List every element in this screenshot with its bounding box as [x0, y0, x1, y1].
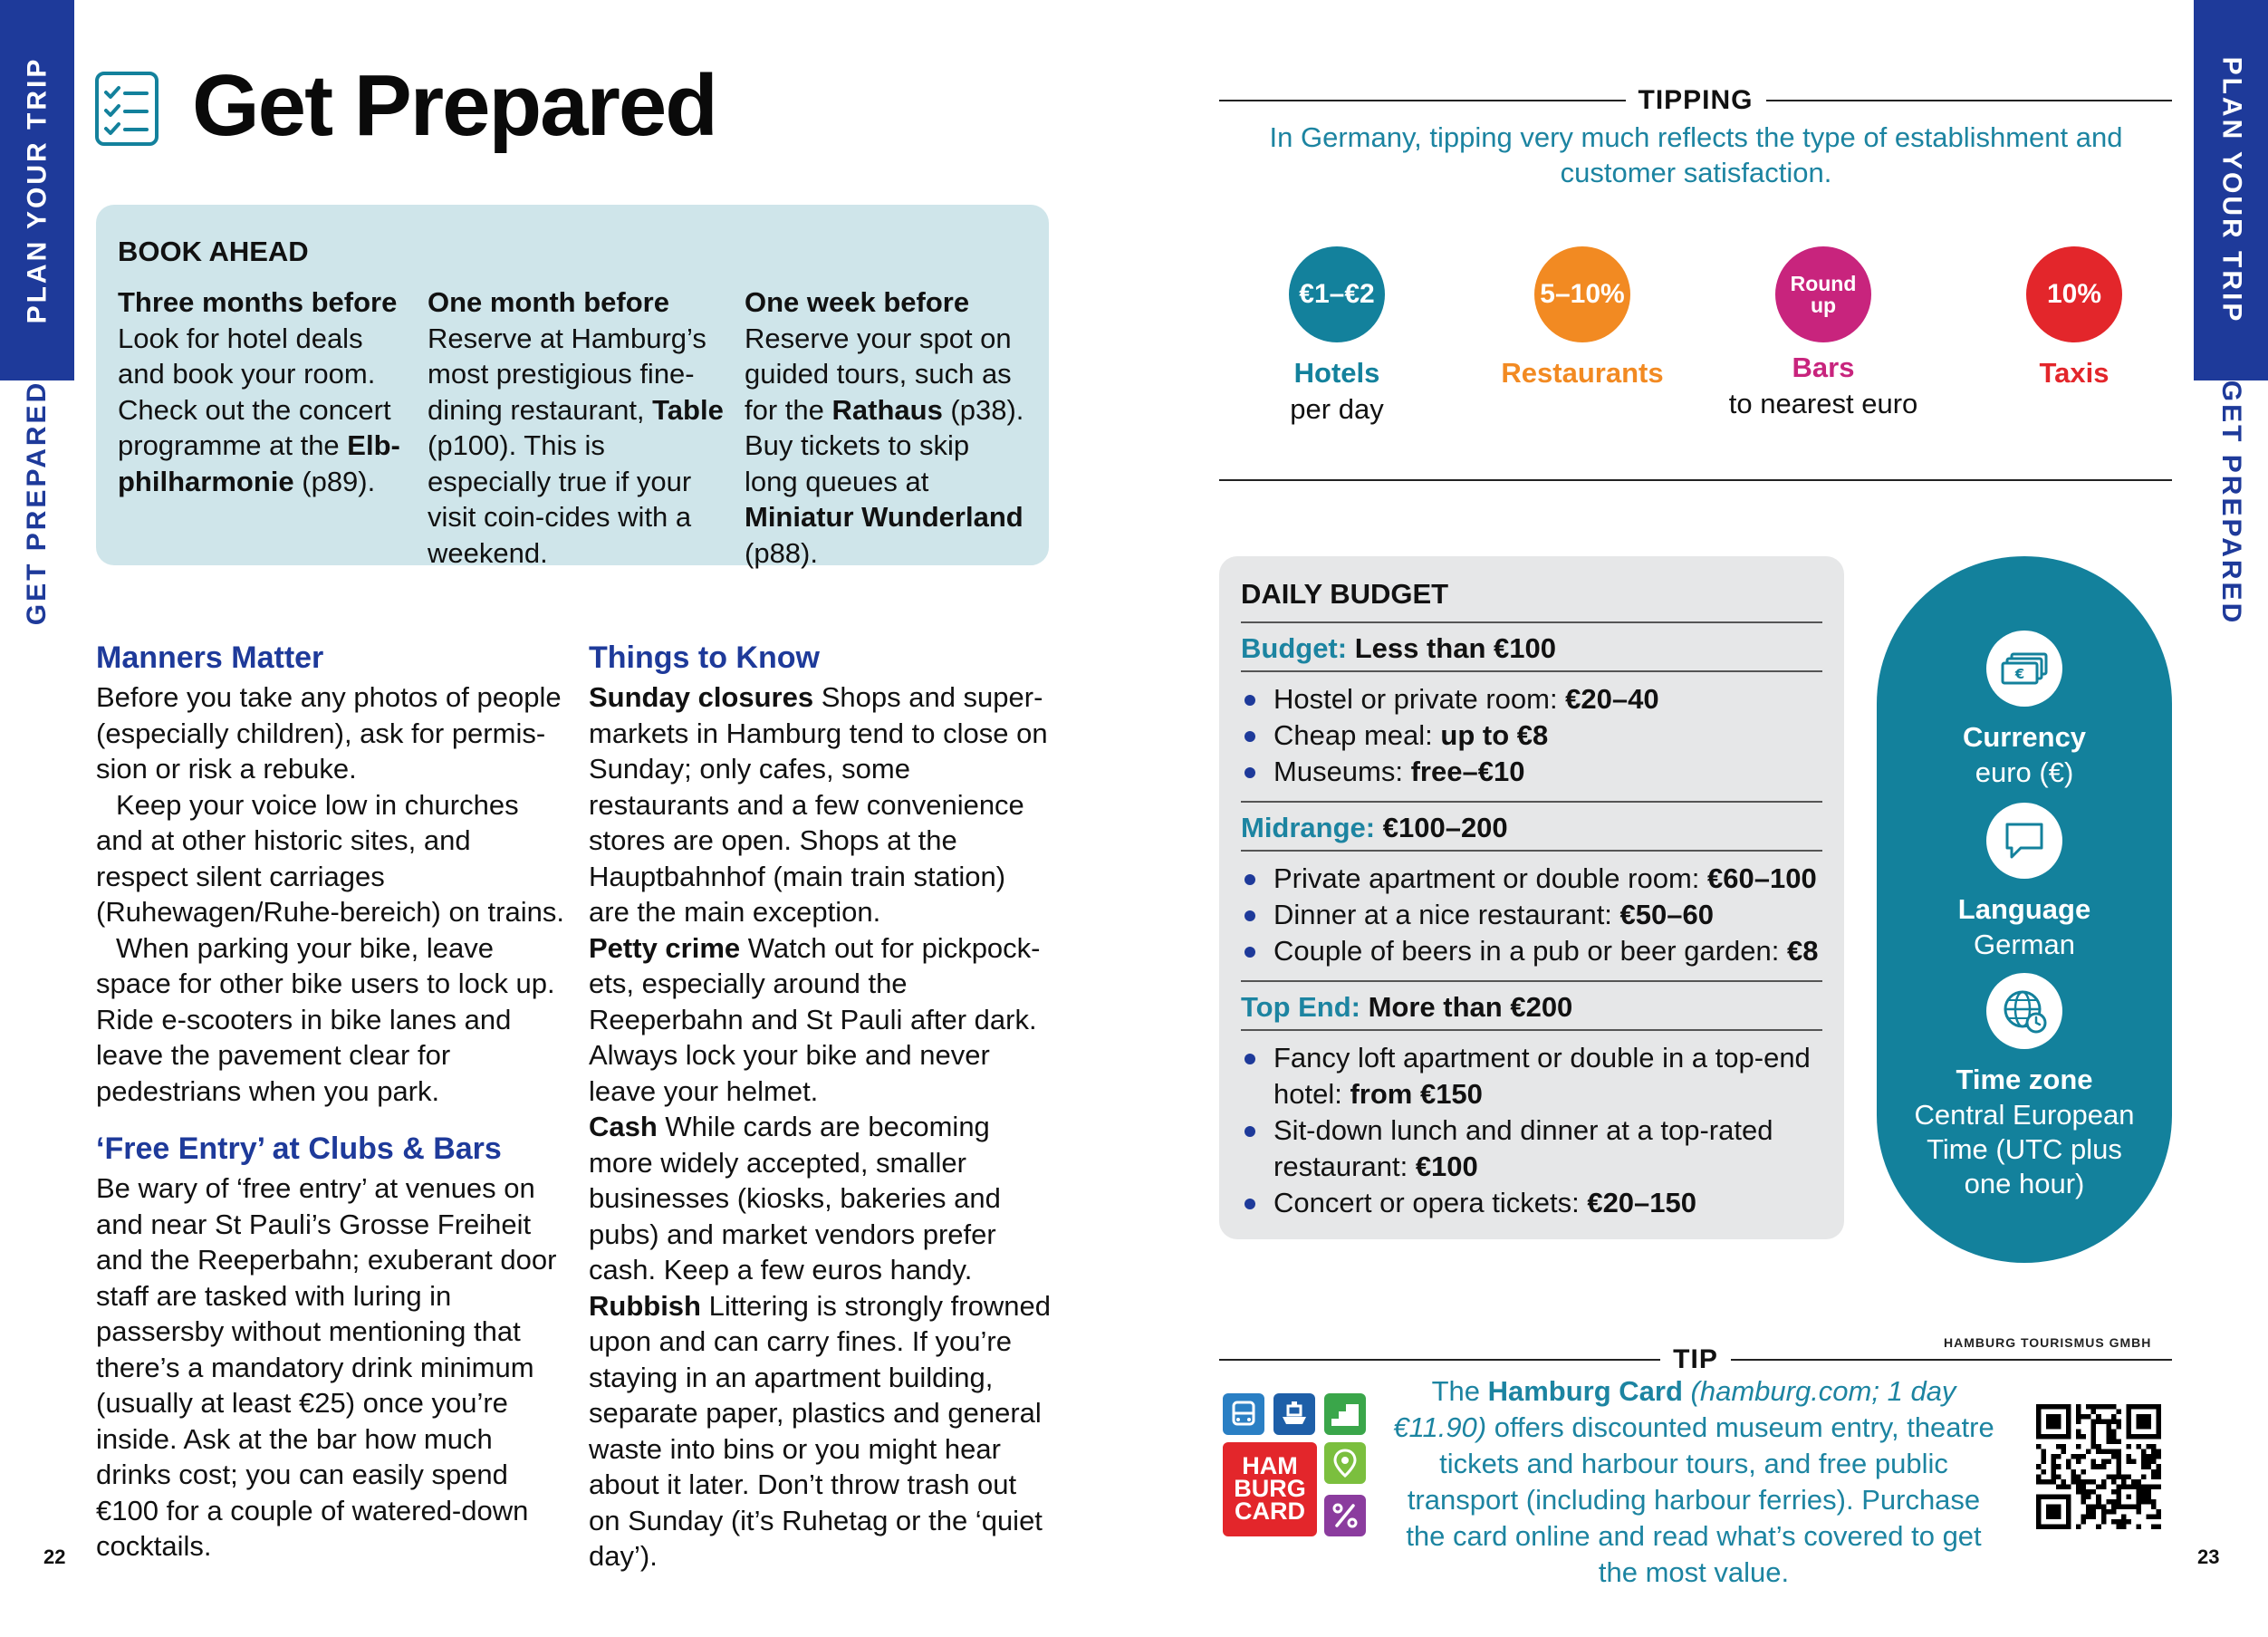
hamburg-card-wordmark: HAM BURG CARD — [1223, 1442, 1317, 1536]
photo-credit: HAMBURG TOURISMUS GMBH — [1944, 1335, 2152, 1350]
budget-tier-value: €100–200 — [1375, 812, 1508, 843]
book-ahead-column — [118, 284, 428, 571]
side-tab-get-prepared-left — [0, 380, 74, 625]
budget-tier-budget — [1241, 623, 1822, 803]
things-to-know-column — [589, 638, 1051, 1574]
budget-item: Sit-down lunch and dinner at a top-rated restaurant: €100 — [1241, 1112, 1822, 1185]
manners-column — [96, 638, 565, 1565]
info-timezone — [1877, 973, 2172, 1201]
globe-clock-icon — [1986, 973, 2062, 1049]
book-ahead-column — [745, 284, 1027, 571]
tipping-title-rule — [1219, 85, 2172, 116]
things-item-text: While cards are becoming more widely accepted, smaller businesses (kiosks, bakeries and pubs) and market vendors prefer cash. Keep a few euros handy. — [589, 1111, 1001, 1286]
tip-label-restaurants: Restaurants — [1501, 357, 1664, 389]
tip-badge-taxis: 10% — [2026, 246, 2122, 342]
tip-text: The Hamburg Card (hamburg.com; 1 day €11.90) offers discounted museum entry, theatre tickets and harbour tours, and free public transport (including harbour ferries). Purchase the card online and read what’s covered to get the most value. — [1393, 1375, 1994, 1588]
side-tab-label: GET PREPARED — [2216, 380, 2247, 626]
things-item — [589, 1288, 1051, 1574]
info-value: euro (€) — [1975, 756, 2074, 788]
things-item — [589, 1109, 1051, 1288]
info-language — [1877, 803, 2172, 962]
percent-icon — [1324, 1495, 1366, 1536]
manners-paragraph: Before you take any photos of people (especially children), ask for permis-sion or risk a rebuke. — [96, 681, 562, 785]
book-ahead-column-heading: Three months before — [118, 286, 398, 318]
book-ahead-bold: Table — [652, 393, 724, 426]
tip-heading: TIP — [1673, 1344, 1718, 1374]
budget-tier-name: Budget: — [1241, 632, 1348, 664]
book-ahead-column-heading: One month before — [428, 286, 669, 318]
book-ahead-bold: Miniatur Wunderland — [745, 501, 1023, 533]
things-item-term: Rubbish — [589, 1289, 701, 1322]
tip-sub-hotels: per day — [1290, 393, 1384, 425]
budget-item: Fancy loft apartment or double in a top-end hotel: from €150 — [1241, 1040, 1822, 1112]
book-ahead-text: (p100). This is especially true if your visit coin-cides with a weekend. — [428, 429, 692, 569]
stairs-icon — [1324, 1393, 1366, 1435]
things-item — [589, 679, 1051, 930]
info-label: Currency — [1962, 721, 2087, 753]
tip-badge-bars: Round up — [1775, 246, 1871, 342]
checklist-icon — [94, 71, 159, 147]
budget-item: Cheap meal: up to €8 — [1241, 717, 1822, 754]
page-title: Get Prepared — [192, 57, 716, 154]
tip-title-rule — [1219, 1344, 2172, 1375]
info-currency — [1877, 631, 2172, 790]
budget-item: Concert or opera tickets: €20–150 — [1241, 1185, 1822, 1221]
budget-item: Private apartment or double room: €60–100 — [1241, 861, 1822, 897]
side-tab-get-prepared-right — [2194, 380, 2268, 625]
budget-tier-heading — [1241, 803, 1822, 852]
budget-item: Dinner at a nice restaurant: €50–60 — [1241, 897, 1822, 933]
tip-badge-restaurants: 5–10% — [1534, 246, 1630, 342]
ferry-icon — [1273, 1393, 1315, 1435]
tip-label-bars: Bars — [1792, 351, 1855, 383]
budget-tier-name: Top End: — [1241, 991, 1360, 1023]
svg-text:€: € — [2014, 666, 2025, 682]
tipping-bottom-rule — [1219, 479, 2172, 481]
info-value: Central European Time (UTC plus one hour) — [1914, 1099, 2135, 1199]
things-item-text: Watch out for pickpock-ets, especially around the Reeperbahn and St Pauli after dark. Always lock your bike and never leave your helmet. — [589, 931, 1041, 1107]
things-item-text: Littering is strongly frowned upon and can carry fines. If you’re staying in an apartment building, separate paper, plastics and general waste into bins or you might hear about it later. Don’t throw trash out on Sunday (it’s Ruhetag or the ‘quiet day’). — [589, 1289, 1051, 1572]
budget-tier-value: Less than €100 — [1347, 632, 1556, 664]
budget-tier-value: More than €200 — [1360, 991, 1573, 1023]
free-entry-heading: ‘Free Entry’ at Clubs & Bars — [96, 1131, 502, 1166]
bus-icon — [1223, 1393, 1264, 1435]
side-tab-label: PLAN YOUR TRIP — [22, 56, 52, 324]
book-ahead-bold: Elb-philharmonie — [118, 429, 400, 497]
things-item — [589, 930, 1051, 1110]
book-ahead-text: Reserve your spot on guided tours, such as for the — [745, 322, 1012, 426]
info-pill — [1877, 556, 2172, 1263]
book-ahead-heading: BOOK AHEAD — [118, 236, 309, 267]
things-item-text: Shops and super-markets in Hamburg tend to close on Sunday; only cafes, some restaurants and a few convenience stores are open. Shops at the Hauptbahnhof (main train station) are the main exception. — [589, 681, 1048, 928]
things-to-know-heading: Things to Know — [589, 640, 820, 675]
tipping-intro: In Germany, tipping very much reflects the type of establishment and customer satisfaction. — [1269, 121, 2123, 188]
book-ahead-box — [96, 205, 1049, 569]
hamburg-card-logo — [1223, 1393, 1366, 1538]
page-number-right: 23 — [2197, 1546, 2220, 1568]
book-ahead-text: (p38). Buy tickets to skip long queues at — [745, 393, 1024, 497]
side-tab-plan-your-trip-left — [0, 0, 74, 380]
qr-code[interactable] — [2036, 1404, 2161, 1529]
tip-sub-bars: to nearest euro — [1728, 388, 1918, 419]
side-tab-plan-your-trip-right — [2194, 0, 2268, 380]
book-ahead-column-heading: One week before — [745, 286, 970, 318]
book-ahead-bold: Rathaus — [831, 393, 943, 426]
budget-tier-top-end — [1241, 982, 1822, 1232]
manners-paragraph: Keep your voice low in churches and at other historic sites, and respect silent carriages (Ruhewagen/Ruhe-bereich) on trains. — [96, 788, 564, 928]
daily-budget-box — [1219, 556, 1844, 1239]
things-item-term: Cash — [589, 1111, 658, 1142]
things-item-term: Sunday closures — [589, 681, 814, 713]
budget-tier-name: Midrange: — [1241, 812, 1376, 843]
book-ahead-column — [428, 284, 745, 571]
budget-tier-heading — [1241, 982, 1822, 1031]
location-pin-icon — [1324, 1442, 1366, 1484]
book-ahead-text: Reserve at Hamburg’s most prestigious fine-dining restaurant, — [428, 322, 706, 426]
hamburg-card-details: (hamburg.com; 1 day €11.90) — [1393, 1375, 1956, 1443]
budget-tier-heading — [1241, 623, 1822, 672]
budget-item: Couple of beers in a pub or beer garden: €8 — [1241, 933, 1822, 969]
manners-paragraph: When parking your bike, leave space for other bike users to lock up. Ride e-scooters in bike lanes and leave the pavement clear for pedestrians when you park. — [96, 931, 555, 1107]
tipping-heading: TIPPING — [1638, 85, 1754, 115]
side-tab-label: PLAN YOUR TRIP — [2216, 56, 2246, 324]
speech-bubble-icon — [1986, 803, 2062, 879]
things-item-term: Petty crime — [589, 931, 741, 964]
info-value: German — [1974, 929, 2075, 960]
budget-tier-midrange — [1241, 803, 1822, 982]
hamburg-card-name: Hamburg Card — [1487, 1375, 1683, 1407]
side-tab-label: GET PREPARED — [22, 380, 53, 626]
budget-item: Hostel or private room: €20–40 — [1241, 681, 1822, 717]
daily-budget-heading: DAILY BUDGET — [1241, 576, 1822, 623]
tip-label-taxis: Taxis — [2039, 357, 2109, 389]
free-entry-paragraph: Be wary of ‘free entry’ at venues on and near St Pauli’s Grosse Freiheit and the Reeperbahn; exuberant door staff are tasked with luring in passersby without mentioning that there’s a mandatory drink minimum (usually at least €25) once you’re inside. Ask at the bar how much drinks cost; you can easily spend €100 for a couple of watered-down cocktails. — [96, 1172, 557, 1562]
info-label: Time zone — [1956, 1064, 2093, 1095]
page-number-left: 22 — [43, 1546, 66, 1568]
tip-label-hotels: Hotels — [1293, 357, 1380, 389]
budget-item: Museums: free–€10 — [1241, 754, 1822, 790]
info-label: Language — [1957, 893, 2091, 925]
tip-badge-hotels: €1–€2 — [1289, 246, 1385, 342]
book-ahead-text: (p89). — [293, 465, 376, 497]
banknotes-icon — [1986, 631, 2062, 707]
book-ahead-text: Look for hotel deals and book your room. Check out the concert programme at the — [118, 322, 391, 461]
manners-heading: Manners Matter — [96, 640, 324, 675]
book-ahead-text: (p88). — [745, 536, 818, 569]
